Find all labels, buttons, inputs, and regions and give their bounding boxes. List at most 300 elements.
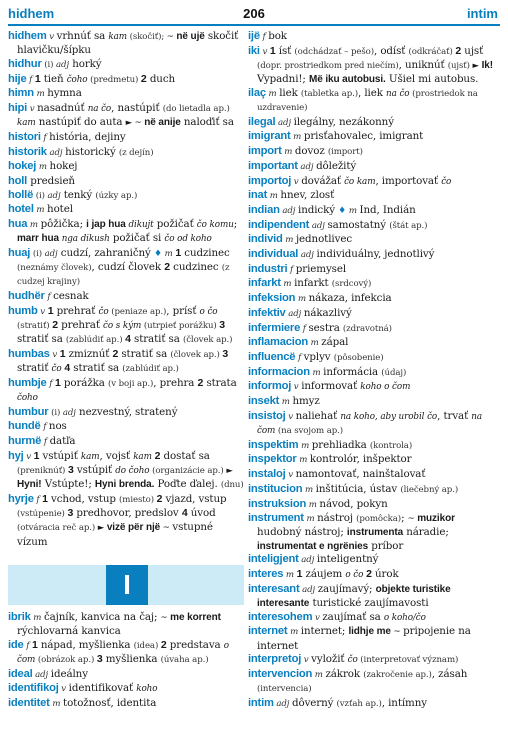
gloss-note: (zablúdiť ap.) — [65, 335, 126, 346]
sense-number: 3 — [96, 652, 103, 665]
phrase-marker: ► — [472, 60, 482, 71]
headword: infeksion — [248, 292, 296, 305]
part-of-speech: adj — [275, 117, 294, 128]
part-of-speech: m — [287, 627, 301, 638]
example-phrase: vizë për një — [106, 522, 161, 534]
gloss-note: (i) — [30, 249, 45, 260]
dictionary-entry — [8, 668, 244, 682]
headword: hyrje — [8, 493, 34, 505]
gloss-note: (úzky ap.) — [95, 190, 138, 201]
example-phrase: marr hua — [17, 233, 59, 245]
translation-text: pôžička; — [40, 218, 87, 231]
part-of-speech: v — [259, 46, 270, 57]
example-phrase: objekte turistike interesante — [257, 583, 451, 609]
phrase-marker: ~ — [407, 514, 418, 525]
part-of-speech: adj — [273, 698, 292, 709]
headword: hidhur — [8, 57, 42, 70]
translation-text: zaujímať sa — [322, 610, 384, 623]
sense-number: 4 — [125, 333, 131, 346]
translation-text: myšlienka — [102, 652, 161, 665]
example-phrase: muzikor — [417, 513, 455, 525]
part-of-speech: m — [295, 294, 309, 305]
example-phrase: Ik! — [481, 59, 493, 71]
part-of-speech: f — [41, 437, 50, 448]
dictionary-entry — [8, 290, 244, 304]
translation-text: indický — [298, 203, 339, 216]
dictionary-entry — [8, 203, 244, 217]
headword: import — [248, 145, 282, 158]
part-of-speech: m — [282, 235, 296, 246]
part-of-speech: m — [307, 338, 322, 349]
gloss-note: (liečebný ap.) — [400, 484, 459, 495]
translation-text: vrhnúť sa — [56, 30, 109, 42]
translation-text: nákaza, infekcia — [308, 292, 392, 305]
translation-text: ujsť — [461, 44, 484, 57]
dictionary-entry — [248, 189, 502, 203]
translation-text: záujem — [302, 568, 346, 581]
translation-text: bok — [268, 30, 287, 42]
part-of-speech: adj — [32, 669, 51, 680]
dictionary-entry — [8, 189, 244, 203]
headword: humbje — [8, 376, 47, 389]
sense-number: 1 — [42, 493, 48, 505]
gloss-note: (na svojom ap.) — [275, 425, 344, 436]
translation-text: , prehra — [153, 376, 198, 389]
headword: inflamacion — [248, 336, 308, 349]
part-of-speech: m — [280, 279, 295, 290]
part-of-speech: v — [285, 470, 296, 481]
translation-text: turistické zaujímavosti — [309, 596, 429, 609]
dictionary-entry — [8, 493, 244, 549]
usage-note: čo — [51, 364, 62, 375]
translation-text: hnev, zlosť — [280, 189, 335, 202]
part-of-speech: adj — [309, 220, 328, 231]
gloss-note: (intervencia) — [257, 684, 312, 695]
headword: ilaç — [248, 86, 266, 99]
translation-text: návod, pokyn — [319, 497, 388, 510]
dictionary-entry — [248, 204, 502, 218]
gloss-note: (údaj) — [381, 367, 407, 378]
dictionary-entry — [248, 611, 502, 625]
translation-text: jednotlivec — [295, 233, 352, 246]
dictionary-entry — [248, 219, 502, 233]
part-of-speech: m — [279, 397, 293, 408]
part-of-speech: f — [259, 32, 269, 42]
sense-number: 1 — [54, 376, 61, 389]
headword: humbas — [8, 347, 50, 360]
translation-text: nastúpiť do auta — [35, 116, 126, 129]
dictionary-entry — [248, 292, 502, 306]
part-of-speech: m — [33, 205, 48, 216]
headword: identifikoj — [8, 682, 59, 695]
translation-text: informovať — [301, 380, 361, 393]
section-band — [8, 565, 244, 605]
translation-text: kontrolór, inšpektor — [309, 453, 412, 466]
dictionary-entry — [248, 30, 502, 44]
dictionary-entry — [248, 395, 502, 409]
headword: individ — [248, 233, 283, 246]
part-of-speech: v — [291, 382, 302, 393]
headword: indian — [248, 203, 280, 216]
dictionary-entry — [8, 348, 244, 376]
part-of-speech: adj — [47, 190, 61, 201]
gloss-note: (vstúpenie) — [17, 509, 68, 520]
translation-text: , trvať — [437, 409, 472, 422]
translation-text: náradie; — [403, 526, 449, 539]
sense-number: 2 — [112, 347, 119, 360]
headword: iki — [248, 44, 260, 57]
gloss-note: (interpretovať význam) — [357, 655, 459, 666]
usage-note: čo od koho — [164, 234, 212, 245]
gloss-note: (preniknúť) — [17, 466, 68, 477]
right-column — [248, 30, 502, 744]
part-of-speech: m — [302, 484, 316, 495]
gloss-note: (odchádzať – pešo) — [294, 46, 374, 57]
translation-text: dostať sa — [160, 449, 210, 462]
translation-text: liek — [279, 86, 301, 99]
dictionary-entry — [248, 145, 502, 159]
part-of-speech: adj — [279, 205, 299, 216]
entry-list-i-continued — [248, 30, 502, 711]
part-of-speech: v — [46, 32, 57, 42]
translation-text: strata — [203, 376, 237, 389]
usage-note: kam — [133, 451, 152, 462]
translation-text: , vojsť — [99, 449, 134, 462]
left-column — [8, 30, 244, 744]
dictionary-entry — [248, 483, 502, 497]
usage-note: do čoho — [115, 466, 150, 477]
part-of-speech: m — [281, 147, 295, 158]
translation-text: ísť — [275, 44, 295, 57]
translation-text: , importovať — [375, 174, 442, 187]
headword: interpretoj — [248, 653, 302, 666]
translation-text: vstúpiť — [73, 464, 116, 477]
translation-text: Vstúpte!; — [41, 478, 95, 491]
dictionary-entry — [248, 336, 502, 350]
part-of-speech: m — [33, 89, 48, 100]
part-of-speech: adj — [56, 59, 70, 70]
part-of-speech: v — [49, 349, 60, 360]
headword: institucion — [248, 482, 303, 495]
translation-text: stratiť sa — [118, 347, 171, 360]
part-of-speech: m — [267, 191, 281, 202]
sense-number: 2 — [52, 319, 58, 332]
part-of-speech: f — [23, 640, 32, 651]
translation-text: individuálny, jednotlivý — [316, 248, 435, 261]
example-phrase: lidhje me — [348, 626, 391, 638]
part-of-speech: m — [265, 88, 280, 99]
headword: internet — [248, 625, 288, 638]
gloss-note: (otváracia reč ap.) — [17, 523, 98, 534]
sense-number: 1 — [175, 247, 182, 260]
translation-text: prehliadka — [311, 438, 370, 451]
gloss-note: (do lietadla ap.) — [162, 104, 230, 115]
part-of-speech: v — [37, 306, 48, 317]
translation-text: prehrať — [53, 304, 99, 317]
translation-text: tieň — [40, 72, 67, 85]
gloss-note: (v boji ap.) — [108, 378, 154, 389]
dictionary-entry — [8, 146, 244, 160]
part-of-speech: f — [40, 422, 49, 433]
translation-text: pripojenie na internet — [257, 625, 471, 652]
translation-text: hudobný nástroj; — [257, 526, 347, 539]
sense-number: 1 — [33, 449, 40, 462]
part-of-speech: m — [36, 162, 50, 173]
translation-text: , prísť — [166, 304, 200, 317]
headword: hudhër — [8, 290, 45, 303]
translation-text: samostatný — [327, 218, 390, 231]
part-of-speech: m — [309, 367, 324, 378]
gloss-note: (neznámy človek) — [17, 263, 92, 274]
part-of-speech: v — [58, 684, 69, 695]
translation-text: horký — [69, 57, 102, 70]
gloss-note: (utrpieť porážku) — [141, 321, 220, 332]
translation-text: predhovor, predslov — [73, 507, 182, 520]
usage-note: čo kam — [344, 176, 376, 187]
usage-note: o čo — [345, 570, 364, 581]
headword: infektiv — [248, 306, 286, 319]
dictionary-entry — [8, 305, 244, 348]
headword: hua — [8, 218, 28, 231]
part-of-speech: m — [290, 132, 304, 143]
dictionary-entry — [248, 351, 502, 365]
gloss-note: (miesto) — [119, 495, 157, 505]
gloss-note: (štát ap.) — [389, 220, 428, 231]
translation-text: naloďiť sa — [180, 116, 234, 129]
translation-text: predsieň — [27, 175, 75, 188]
dictionary-entry — [248, 653, 502, 667]
gloss-note: (zakročenie ap.) — [363, 669, 432, 680]
translation-text: ; — [233, 218, 238, 231]
usage-note: kam — [17, 118, 36, 129]
dictionary-entry — [8, 73, 244, 87]
translation-text: vjazd, vstup — [162, 493, 227, 505]
translation-text: , uniknúť — [398, 58, 448, 71]
translation-text: cudzí, zahraničný — [57, 247, 154, 260]
usage-note: dikujt — [125, 220, 154, 231]
headword: historik — [8, 145, 47, 158]
usage-note: čo — [98, 306, 109, 317]
headword: ide — [8, 638, 24, 651]
translation-text: hotel — [47, 203, 73, 216]
headword: holl — [8, 175, 28, 188]
sense-number: 2 — [140, 72, 147, 85]
headword: identitet — [8, 697, 50, 710]
translation-text: zmiznúť — [65, 347, 113, 360]
dictionary-entry — [8, 131, 244, 145]
translation-text: identifikovať — [68, 682, 137, 695]
dictionary-entry — [248, 307, 502, 321]
headword: hidhem — [8, 30, 47, 42]
translation-text: dôležitý — [316, 159, 357, 172]
sense-number: 1 — [31, 638, 38, 651]
usage-note: na čo — [87, 104, 112, 115]
sense-number: 1 — [47, 304, 54, 317]
usage-note: koho o čom — [360, 382, 411, 393]
gloss-note: (vzťah ap.) — [336, 698, 382, 709]
gloss-note: (idea) — [133, 640, 161, 651]
example-phrase: Hyni brenda. — [94, 479, 155, 491]
headword: imigrant — [248, 130, 291, 143]
translation-text: , odísť — [373, 44, 409, 57]
dictionary-entry — [248, 45, 502, 87]
example-phrase: në ujë — [176, 31, 205, 42]
part-of-speech: v — [285, 411, 296, 422]
translation-text: datľa — [49, 435, 76, 448]
gloss-note: (skočiť); — [127, 32, 167, 42]
usage-note: na koho, aby urobil čo — [340, 411, 438, 422]
translation-text: prehrať — [57, 319, 104, 332]
usage-note: kam — [80, 451, 100, 462]
dictionary-entry — [8, 377, 244, 405]
translation-text: ; — [401, 512, 408, 525]
translation-text: nástroj — [317, 512, 357, 525]
headword: hokej — [8, 160, 37, 173]
part-of-speech: m — [164, 249, 176, 260]
dictionary-entry — [248, 130, 502, 144]
entry-list-h — [8, 30, 244, 549]
gloss-note: (z dejín) — [118, 147, 154, 158]
gloss-note: (srdcový) — [331, 279, 372, 290]
usage-note: koho — [136, 684, 158, 695]
part-of-speech: m — [298, 440, 312, 451]
translation-text: vchod, vstup — [47, 493, 120, 505]
dictionary-entry — [8, 639, 244, 667]
headword: insekt — [248, 395, 280, 408]
dictionary-entry — [8, 160, 244, 174]
headword: industri — [248, 262, 288, 275]
headword: ilegal — [248, 115, 276, 128]
dictionary-entry — [8, 435, 244, 449]
gloss-note: (dnu) — [220, 480, 244, 491]
sense-number: 2 — [455, 44, 462, 57]
translation-text: nos — [48, 420, 67, 433]
dictionary-entry — [248, 263, 502, 277]
sense-number: 2 — [164, 261, 170, 274]
dictionary-entry — [8, 30, 244, 57]
dictionary-entry — [8, 58, 244, 72]
translation-text: stratiť — [17, 362, 52, 375]
gloss-note: (zdravotná) — [342, 323, 392, 334]
part-of-speech: v — [291, 176, 302, 187]
dictionary-entry — [248, 568, 502, 582]
headword: individual — [248, 248, 299, 261]
gloss-note: (stratiť) — [17, 321, 53, 332]
translation-text: úvod — [187, 507, 216, 520]
dictionary-entry — [8, 247, 244, 290]
usage-note: na čo — [386, 88, 410, 99]
part-of-speech: m — [27, 220, 41, 231]
example-phrase: instrumenta — [346, 527, 404, 539]
gloss-note: (organizácie ap.) — [149, 466, 227, 477]
part-of-speech: f — [26, 74, 35, 85]
translation-text: informácia — [323, 365, 382, 378]
sense-number: 1 — [59, 347, 66, 360]
part-of-speech: adj — [298, 555, 317, 566]
headword: intervencion — [248, 667, 313, 680]
translation-text: , intímny — [381, 696, 427, 709]
headword: inspektim — [248, 438, 299, 451]
translation-text: , zásah — [431, 667, 468, 680]
translation-text: cudzinec — [181, 247, 230, 260]
translation-text: hokej — [49, 160, 78, 173]
phrase-marker: ► — [226, 466, 233, 477]
sense-number: 3 — [67, 507, 74, 520]
translation-text: dovážať — [301, 174, 345, 187]
gloss-note: (prostriedok na uzdravenie) — [257, 88, 478, 114]
headword: ijë — [248, 30, 260, 42]
usage-note: čo — [196, 220, 207, 231]
headword: histori — [8, 130, 41, 143]
translation-text: duch — [146, 72, 176, 85]
translation-text: vyložiť — [311, 653, 348, 666]
headword: hije — [8, 72, 27, 85]
translation-text: rýchlovarná kanvica — [17, 625, 121, 638]
example-phrase: Hyni! — [17, 479, 42, 491]
dictionary-entry — [8, 697, 244, 711]
translation-text: prisťahovalec, imigrant — [303, 130, 424, 143]
dictionary-entry — [248, 468, 502, 482]
translation-text: čajník, kanvica na čaj; — [43, 610, 161, 623]
example-phrase: me korrent — [170, 611, 221, 623]
headword: hotel — [8, 203, 34, 216]
sense-number: 3 — [219, 319, 226, 332]
diamond-marker: ♦ — [153, 249, 165, 260]
headword: instruksion — [248, 497, 307, 510]
dictionary-entry — [248, 277, 502, 291]
usage-note: o čo — [199, 306, 218, 317]
headword: inteligjent — [248, 553, 299, 566]
part-of-speech: v — [312, 612, 323, 623]
sense-number: 2 — [363, 568, 372, 581]
headword: humb — [8, 304, 38, 317]
headword: huaj — [8, 247, 31, 260]
dictionary-entry — [8, 682, 244, 696]
translation-text: predstava — [166, 638, 224, 651]
gloss-note: (zablúdiť ap.) — [122, 364, 179, 375]
sense-number: 1 — [269, 44, 276, 57]
gloss-note: (pomôcka) — [356, 514, 402, 525]
dictionary-entry — [8, 87, 244, 101]
usage-note: o koho/čo — [383, 612, 426, 623]
dictionary-entry — [8, 420, 244, 434]
sense-number: 2 — [156, 493, 163, 505]
dictionary-entry — [8, 218, 244, 246]
gloss-note: (človek ap.) — [170, 349, 223, 360]
headword: infermiere — [248, 321, 301, 334]
part-of-speech: f — [44, 292, 54, 303]
translation-text: hymna — [47, 87, 82, 100]
translation-text: Poďte ďalej. — [154, 478, 221, 491]
translation-text: nápad, myšlienka — [37, 638, 134, 651]
translation-text: Ušiel mi autobus. — [385, 73, 479, 86]
example-phrase: i jap hua — [86, 219, 126, 231]
part-of-speech: m — [296, 455, 310, 466]
dictionary-entry — [248, 366, 502, 380]
part-of-speech: f — [46, 378, 55, 389]
headword: influencë — [248, 350, 296, 363]
translation-text: zápal — [321, 336, 349, 349]
usage-note: o čom — [17, 640, 229, 665]
gloss-note: (človek ap.) — [182, 335, 233, 346]
part-of-speech: adj — [299, 584, 318, 595]
gloss-note: (úvaha ap.) — [160, 654, 209, 665]
translation-text: inteligentný — [316, 553, 379, 566]
part-of-speech: adj — [62, 407, 76, 418]
translation-text: naliehať — [295, 409, 341, 422]
usage-note: čoho — [17, 393, 38, 404]
headword: instrument — [248, 512, 304, 525]
